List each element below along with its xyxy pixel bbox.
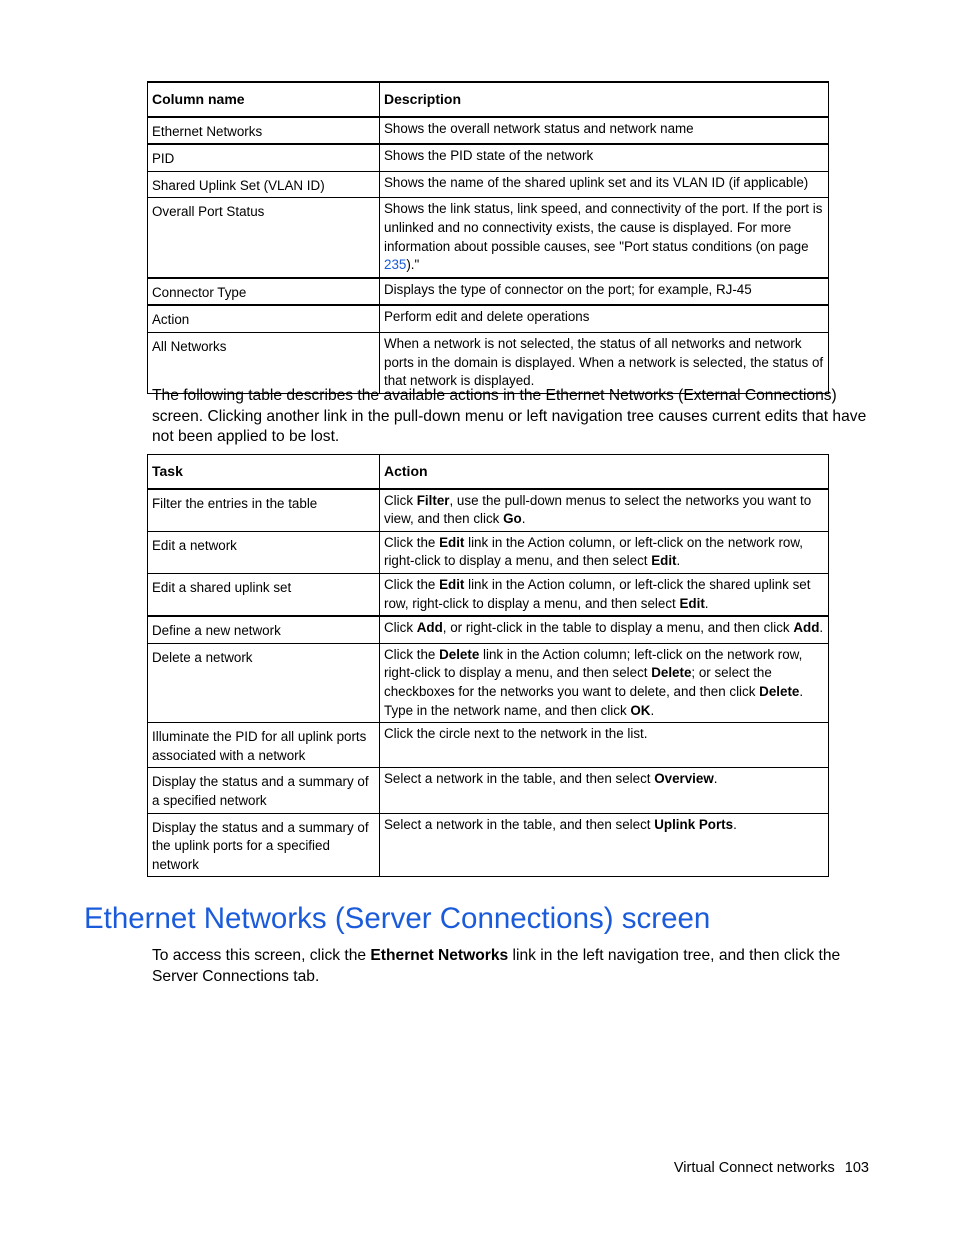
text-run: To access this screen, click the	[152, 947, 371, 964]
action-cell	[380, 616, 829, 643]
action-cell	[380, 723, 829, 768]
text-run: Displays the type of connector on the port; for example, RJ-45	[384, 281, 752, 297]
table-row	[148, 813, 829, 877]
bold-term: Add	[793, 620, 820, 636]
task-cell: Edit a network	[148, 531, 380, 573]
bold-term: Add	[416, 620, 443, 636]
task-cell: Display the status and a summary of the uplink ports for a specified network	[148, 813, 380, 877]
text-run: Select a network in the table, and then select	[384, 816, 655, 832]
table-row	[148, 489, 829, 532]
bold-term: OK	[630, 702, 651, 718]
bold-term: Edit	[679, 595, 705, 611]
action-cell	[380, 489, 829, 532]
task-header: Task	[148, 455, 380, 489]
action-cell	[380, 573, 829, 616]
text-run: )."	[406, 257, 420, 273]
text-run: Select a network in the table, and then select	[384, 771, 655, 787]
page-number: 103	[844, 1160, 869, 1176]
bold-term: Overview	[654, 771, 714, 787]
bold-term: Filter	[416, 492, 450, 508]
text-run: ; or select the checkboxes for the networks you want to delete, and then click	[384, 665, 772, 699]
table-header-row	[148, 455, 829, 489]
action-cell	[380, 643, 829, 722]
column-name-cell: Action	[148, 305, 380, 332]
description-cell	[380, 305, 829, 332]
table-row	[148, 531, 829, 573]
task-cell: Define a new network	[148, 616, 380, 643]
task-action-body	[148, 489, 829, 877]
table-row	[148, 305, 829, 332]
text-run: link in the Action column; left-click on the network row, right-click to display a menu, and then select	[384, 646, 803, 681]
action-cell	[380, 768, 829, 813]
text-run: Shows the name of the shared uplink set and its VLAN ID (if applicable)	[384, 174, 809, 190]
table-row	[148, 144, 829, 171]
column-name-cell: All Networks	[148, 332, 380, 393]
description-cell	[380, 144, 829, 171]
bold-term: Delete	[439, 646, 480, 662]
bold-term: Delete	[759, 683, 800, 699]
text-run: .	[650, 702, 655, 718]
task-cell: Filter the entries in the table	[148, 489, 380, 532]
text-run: Click the circle next to the network in the list.	[384, 726, 648, 742]
text-run: Shows the overall network status and network name	[384, 120, 694, 136]
text-run: .	[676, 553, 681, 569]
task-cell: Delete a network	[148, 643, 380, 722]
description-cell	[380, 332, 829, 393]
text-run: link in the Action column, or left-click the shared uplink set row, right-click to display a menu, and then select	[384, 576, 811, 611]
text-run: Click	[384, 492, 417, 508]
table-row	[148, 723, 829, 768]
column-description-body	[148, 117, 829, 394]
text-run: Click	[384, 620, 417, 636]
text-run: Click the	[384, 534, 440, 550]
description-cell	[380, 278, 829, 306]
footer-section-title: Virtual Connect networks	[673, 1160, 835, 1176]
table-row	[148, 278, 829, 306]
text-run: .	[713, 771, 718, 787]
task-action-table	[147, 454, 829, 877]
table-header-row	[148, 82, 829, 117]
bold-term: Edit	[651, 553, 677, 569]
text-run: link in the Action column, or left-click on the network row, right-click to display a menu, and then select	[384, 534, 804, 569]
section-heading: Ethernet Networks (Server Connections) screen	[84, 902, 711, 935]
column-description-table	[147, 81, 829, 394]
table-row	[148, 616, 829, 643]
text-run: Shows the PID state of the network	[384, 148, 594, 164]
text-run: Click the	[384, 576, 440, 592]
column-name-cell: Overall Port Status	[148, 198, 380, 278]
action-cell	[380, 531, 829, 573]
description-cell	[380, 171, 829, 198]
table-row	[148, 643, 829, 722]
action-cell	[380, 813, 829, 877]
task-cell: Illuminate the PID for all uplink ports associated with a network	[148, 723, 380, 768]
task-cell: Display the status and a summary of a specified network	[148, 768, 380, 813]
text-run: .	[733, 816, 737, 832]
text-run: .	[819, 620, 824, 636]
column-name-cell: Shared Uplink Set (VLAN ID)	[148, 171, 380, 198]
text-run: link in the left navigation tree, and then click the Server Connections tab.	[152, 947, 841, 985]
text-run: , use the pull-down menus to select the networks you want to view, and then click	[384, 492, 812, 527]
section-paragraph	[152, 946, 872, 987]
table-row	[148, 332, 829, 393]
text-run: Shows the link status, link speed, and connectivity of the port. If the port is unlinked and no connectivity exists, the cause is displayed. For more information about possible causes, see "Port status conditions (on page	[384, 201, 823, 254]
actions-intro-paragraph: The following table describes the available actions in the Ethernet Networks (External Connections) screen. Clicking another link in the pull-down menu or left navigation tree causes current edits that have not been applied to be lost.	[152, 387, 867, 446]
text-run: .	[521, 511, 526, 527]
table-row	[148, 171, 829, 198]
table-row	[148, 768, 829, 813]
bold-term: Uplink Ports	[654, 816, 734, 832]
bold-term: Delete	[651, 665, 692, 681]
bold-term: Edit	[439, 576, 465, 592]
bold-term: Go	[503, 511, 522, 527]
table-row	[148, 117, 829, 145]
column-name-cell: Connector Type	[148, 278, 380, 306]
table-row	[148, 198, 829, 278]
description-cell	[380, 117, 829, 145]
text-run: , or right-click in the table to display a menu, and then click	[442, 620, 794, 636]
page-footer	[674, 1158, 869, 1178]
page-reference-link[interactable]: 235	[384, 257, 407, 273]
description-cell	[380, 198, 829, 278]
text-run: Perform edit and delete operations	[384, 309, 590, 325]
text-run: When a network is not selected, the status of all networks and network ports in the domain is displayed. When a network is selected, the status of that network is displayed.	[384, 335, 824, 389]
table-row	[148, 573, 829, 616]
text-run: . Type in the network name, and then click	[384, 683, 804, 718]
task-cell: Edit a shared uplink set	[148, 573, 380, 616]
bold-term: Edit	[439, 534, 465, 550]
column-name-header: Column name	[148, 82, 380, 117]
action-header: Action	[380, 455, 829, 489]
bold-term: Ethernet Networks	[370, 947, 509, 964]
text-run: .	[704, 595, 709, 611]
column-name-cell: PID	[148, 144, 380, 171]
column-name-cell: Ethernet Networks	[148, 117, 380, 145]
description-header: Description	[380, 82, 829, 117]
text-run: Click the	[384, 646, 440, 662]
